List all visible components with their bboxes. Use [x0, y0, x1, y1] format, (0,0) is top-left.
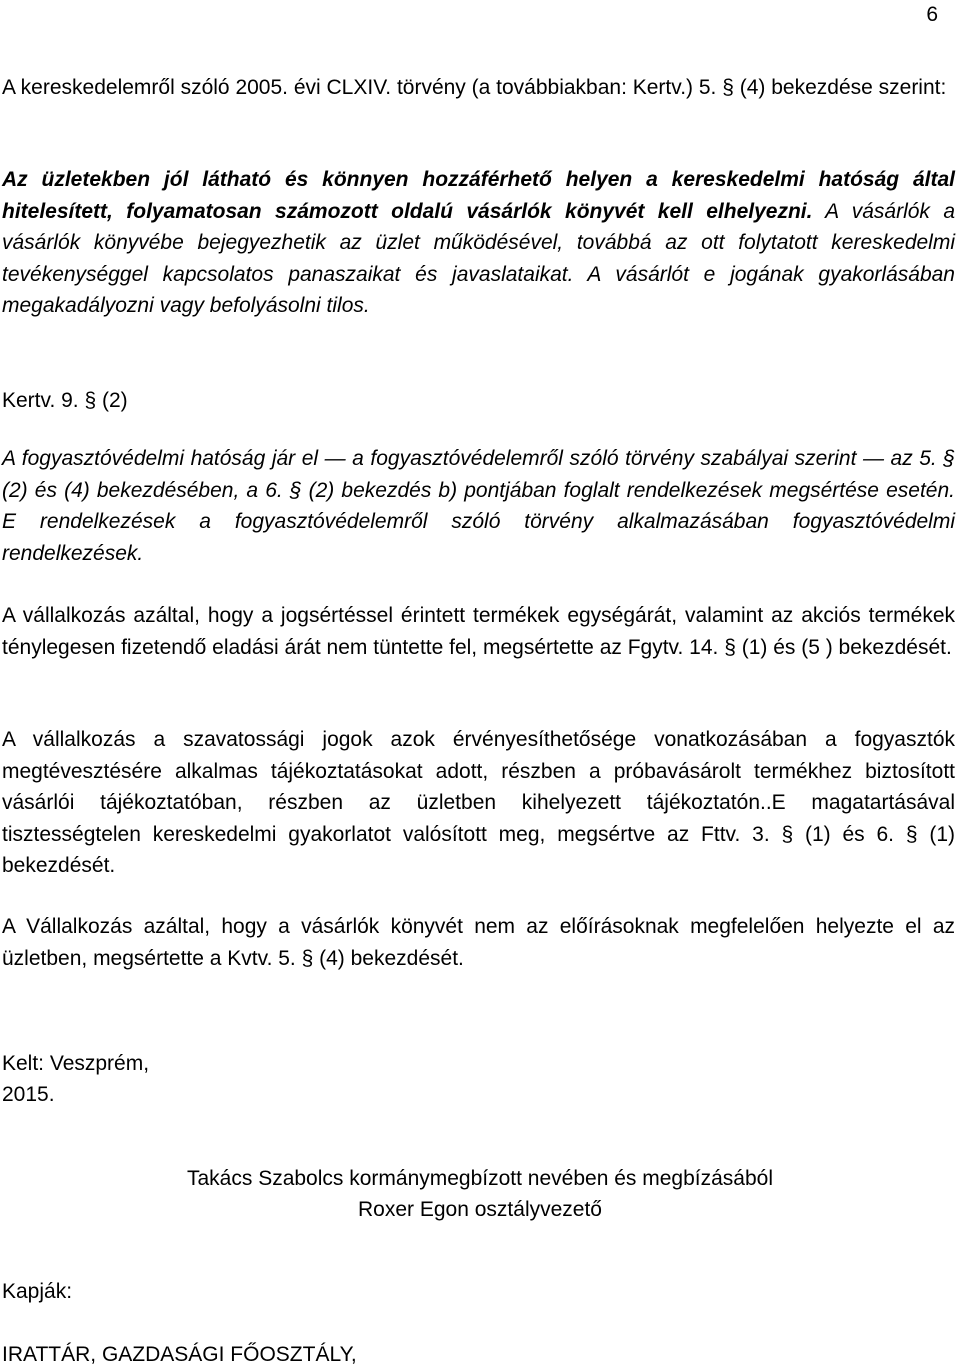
intro-paragraph: A kereskedelemről szóló 2005. évi CLXIV. törvény (a továbbiakban: Kertv.) 5. § (4) bekezdése szerint: [2, 76, 947, 99]
quoted-law-bold: Az üzletekben jól látható és könnyen hozzáférhető helyen a kereskedelmi hatóság által hitelesített, folyamatosan számozott oldalú vásárlók könyvét kell elhelyezni. [2, 168, 955, 223]
recipient-item: IRATTÁR, GAZDASÁGI FŐOSZTÁLY, [2, 1343, 357, 1366]
kelt-place: Kelt: Veszprém, [2, 1052, 150, 1075]
recipients-label: Kapják: [2, 1280, 73, 1303]
kelt-year: 2015. [2, 1083, 55, 1106]
quoted-law-paragraph [2, 164, 955, 322]
page-number: 6 [926, 3, 938, 26]
section-reference: Kertv. 9. § (2) [2, 389, 128, 412]
warranty-violation-paragraph: A vállalkozás a szavatossági jogok azok érvényesíthetősége vonatkozásában a fogyasztók megtévesztésére alkalmas tájékoztatásokat adott, részben a próbavásárolt termékhez biztosított vásárlói tájékoztatóban, részben az üzletben kihelyezett tájékoztatón..E magatartásával tisztességtelen kereskedelmi gyakorlatot valósított meg, megsértve az Fttv. 3. § (1) és 6. § (1) bekezdését. [2, 728, 955, 877]
signature-line-1: Takács Szabolcs kormánymegbízott nevében és megbízásából [187, 1167, 773, 1190]
complaints-book-paragraph: A Vállalkozás azáltal, hogy a vásárlók könyvét nem az előírásoknak megfelelően helyezte el az üzletben, megsértette a Kvtv. 5. § (4) bekezdését. [2, 915, 955, 970]
authority-paragraph: A fogyasztóvédelmi hatóság jár el — a fogyasztóvédelemről szóló törvény szabályai szerint — az 5. § (2) és (4) bekezdésében, a 6. § (2) bekezdés b) pontjában foglalt rendelkezések megsértése esetén. E rendelkezések a fogyasztóvédelemről szóló törvény alkalmazásában fogyasztóvédelmi rendelkezések. [2, 447, 955, 565]
price-violation-paragraph: A vállalkozás azáltal, hogy a jogsértéssel érintett termékek egységárát, valamint az akciós termékek ténylegesen fizetendő eladási árát nem tüntette fel, megsértette az Fgytv. 14. § (1) és (5 ) bekezdését. [2, 604, 955, 659]
signature-line-2: Roxer Egon osztályvezető [358, 1198, 602, 1221]
quoted-law-rest: A vásárlók a vásárlók könyvébe bejegyezhetik az üzlet működésével, továbbá az ott folytatott kereskedelmi tevékenységgel kapcsolatos panaszaikat és javaslataikat. A vásárlót e jogának gyakorlásában megakadályozni vagy befolyásolni tilos. [2, 199, 956, 317]
